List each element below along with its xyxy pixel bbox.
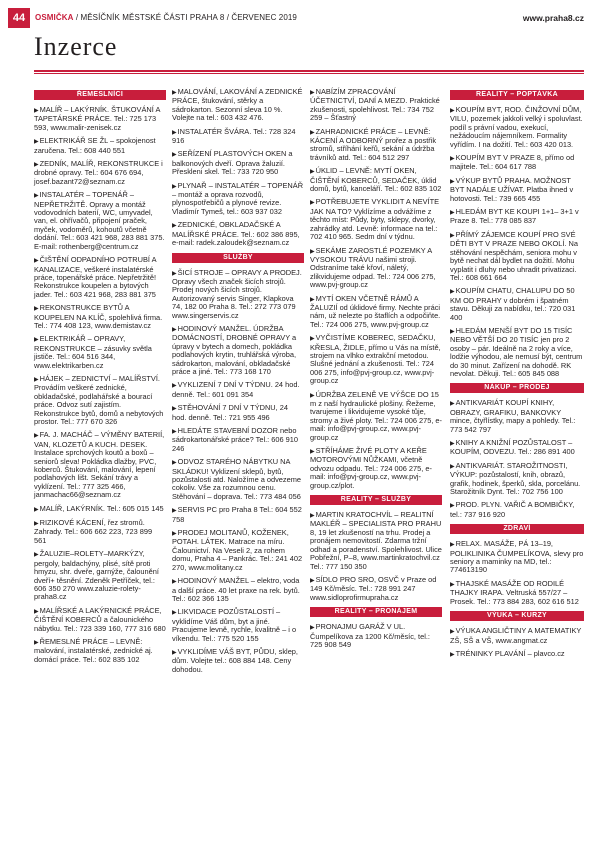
column-2 (172, 88, 304, 679)
ad-text: NABÍZÍM ZPRACOVÁNÍ ÚČETNICTVÍ, DANÍ A MEZD. Praktické zkušenosti, spolehlivost. Tel.: 734 752 259 – Šťastný (310, 87, 440, 123)
ad-text: HLEDÁM MENŠÍ BYT DO 15 TISÍC NEBO VĚTŠÍ DO 20 TISÍC jen pro 2 osoby – pár. Ideálně na 2 roky a více, lodžie výhodou, ale nemusí být, centrum do 30 minut. Zařízení na dohodě. RK nevolat. Děkuji. Tel.: 605 845 088 (450, 325, 583, 378)
ad-text: ŽALUZIE–ROLETY–MARKÝZY, pergoly, baldachýny, plisé, sítě proti hmyzu, shr. dveře, garnýže, čalounění dveří+ těsnění. Zdeněk Petříček, tel.: 606 350 270 www.zaluzie-rolety-praha8.cz (34, 549, 159, 602)
classified-ad (310, 511, 442, 571)
ad-text: ZAHRADNICKÉ PRÁCE – LEVNĚ: KÁCENÍ A ODBORNÝ prořez a postřik stromů, stříhání keřů, sekání a údržba trávníků atd. Tel.: 604 512 297 (310, 126, 437, 162)
classified-ad (34, 375, 166, 426)
ad-text: VYKLIZENÍ 7 DNÍ V TÝDNU. 24 hod. denně. Tel.: 601 091 354 (172, 380, 300, 399)
bullet-triangle-icon: ▶ (172, 429, 177, 435)
bullet-triangle-icon: ▶ (310, 392, 315, 399)
ad-text: ZEDNICKÉ, OBKLADAČSKÉ A MALÍŘSKÉ PRÁCE. Tel.: 602 386 895, e-mail: radek.zaloudek@seznam.cz (172, 220, 300, 248)
classified-ad (450, 439, 584, 457)
bullet-triangle-icon: ▶ (34, 521, 39, 528)
classified-ad (172, 88, 304, 123)
classified-ad (310, 88, 442, 123)
column-1 (34, 88, 166, 669)
bullet-triangle-icon: ▶ (450, 463, 455, 470)
classified-ad (450, 462, 584, 497)
classified-ad (172, 608, 304, 643)
ad-text: POTŘEBUJETE VYKLIDIT A NEVÍTE JAK NA TO? Vyklízíme a odvážíme z těchto míst: Půdy, byty, sklepy, dvorky, zahrádky atd. Levně: informace na tel.: 702 410 965. Sedm dní v týdnu. (310, 197, 440, 242)
bullet-triangle-icon: ▶ (34, 337, 39, 344)
website-link[interactable]: www.praha8.cz (522, 13, 584, 23)
classified-ad (172, 221, 304, 247)
bullet-triangle-icon: ▶ (310, 625, 315, 632)
ad-text: INSTALATÉR – TOPENÁŘ – NEPŘETRŽITĚ. Opravy a montáž vodovodních baterií, WC, umyvadel, van, el. ohřívačů, připojení praček, myček, vodoměrů, kohoutů včetně dodání. Tel.: 603 421 968, 283 881 375. E-mail: rothenberg@centrum.cz (34, 190, 165, 251)
classified-ad (34, 607, 166, 633)
classified-ad (450, 106, 584, 149)
bullet-triangle-icon: ▶ (172, 531, 177, 538)
classified-ad (172, 458, 304, 501)
ad-text: LIKVIDACE POZŮSTALOSTÍ – vyklidíme Váš dům, byt a jiné. Pracujeme levně, rychle, kvalitně – i o víkendu. Tel.: 775 520 155 (172, 607, 297, 643)
classified-ad (34, 550, 166, 601)
category-header: VÝUKA – KURZY (450, 611, 584, 621)
classified-ad (310, 447, 442, 490)
bullet-triangle-icon: ▶ (450, 328, 455, 335)
classified-ad (172, 150, 304, 176)
classified-ad (450, 154, 584, 172)
ad-text: INSTALATÉR ŠVÁRA. Tel.: 728 324 916 (172, 126, 296, 146)
ad-text: PRODEJ MOLITANŮ, KOŽENEK, POTAH. LÁTEK. Matrace na míru. Čalounictví. Na Veseli 2, za rohem domu, Praha 4 – Pankrác. Tel.: 241 402 270, www.molitany.cz (172, 528, 303, 572)
bullet-triangle-icon: ▶ (34, 552, 39, 559)
bullet-triangle-icon: ▶ (34, 376, 39, 383)
bullet-triangle-icon: ▶ (450, 581, 455, 588)
ad-text: ANTIKVARIÁT. STAROŽITNOSTI, VÝKUP: pozůstalostí, knih, obrazů, grafik, hodinek, šperků, skla, porcelánu. Starožitník Dynt. Tel.: 702 756 100 (450, 460, 581, 497)
bullet-triangle-icon: ▶ (450, 210, 455, 217)
column-4 (450, 88, 584, 664)
category-header: REALITY – POPTÁVKA (450, 90, 584, 100)
ad-text: VYČISTÍME KOBEREC, SEDAČKU, KŘESLA, ŽIDLE, přímo u Vás na místě, strojem na vlhko extrakční metodou. Slušné jednání a zkušenosti. Tel.: 724 006 275, info@pvj-group.cz, www.pvj-group.cz (310, 333, 441, 386)
bullet-triangle-icon: ▶ (34, 258, 39, 265)
classified-ad (172, 381, 304, 399)
ad-text: HODINOVÝ MANŽEL. ÚDRŽBA DOMÁCNOSTÍ, DROBNÉ OPRAVY a úpravy v bytech a domech, pokládka podlahových krytin, truhlářská výroba, sádrokarton, malování, obkladačské práce a jiné. Tel.: 773 168 170 (172, 323, 297, 376)
ad-text: MARTIN KRATOCHVÍL – REALITNÍ MAKLÉŘ – SPECIALISTA PRO PRAHU 8, 19 let zkušeností na trhu. Prodej a pronájem nemovitostí. Zdarma tržní odhad a poradenství. Spolehlivost. Ulice Pobřežní, P–8, www.martinkratochvil.cz Tel.: 777 150 350 (310, 510, 442, 571)
classified-ad (172, 128, 304, 146)
classified-ad (172, 269, 304, 320)
ad-text: ELEKTRIKÁŘ – OPRAVY, REKONSTRUKCE – zásuvky světla jističe. Tel.: 604 516 344, www.elektrikarben.cz (34, 334, 152, 370)
classified-ad (310, 128, 442, 163)
classified-ad (34, 304, 166, 330)
category-header: SLUŽBY (172, 253, 304, 263)
ad-text: VÝKUP BYTŮ PRAHA. MOŽNOST BYT NADÁLE UŽÍVAT. Platba ihned v hotovosti. Tel.: 739 665 455 (450, 175, 574, 203)
bullet-triangle-icon: ▶ (34, 162, 39, 169)
ad-text: ZEDNÍK, MALÍŘ, REKONSTRUKCE i drobné opravy. Tel.: 604 676 694, josef.bazant72@seznam.cz (34, 159, 163, 186)
bullet-triangle-icon: ▶ (172, 579, 177, 586)
publication-line (35, 12, 297, 24)
page-number: 44 (8, 8, 30, 28)
ad-text: REKONSTRUKCE BYTŮ A KOUPELEN NA KLÍČ, spolehlivá firma. Tel.: 774 408 123, www.demistav.cz (34, 303, 163, 330)
category-header: REALITY – SLUŽBY (310, 495, 442, 505)
ad-text: STŘÍHÁME ŽIVÉ PLOTY A KEŘE MOTOROVÝMI NŮŽKAMI, včetně odvozu odpadu. Tel.: 724 006 275, e-mail: info@pvj-group.cz, www.pvj-group.cz/plot. (310, 446, 432, 490)
classified-ad (450, 580, 584, 606)
classified-ad (172, 506, 304, 524)
bullet-triangle-icon: ▶ (34, 139, 39, 146)
category-header: ŘEMESLNÍCI (34, 90, 166, 100)
bullet-triangle-icon: ▶ (450, 629, 455, 636)
bullet-triangle-icon: ▶ (310, 296, 315, 303)
classified-ad (172, 325, 304, 376)
classified-ad (450, 327, 584, 378)
bullet-triangle-icon: ▶ (172, 183, 177, 190)
classified-ad (450, 650, 584, 659)
classified-ad (450, 177, 584, 203)
classified-ad (450, 231, 584, 282)
bullet-triangle-icon: ▶ (172, 152, 177, 159)
classified-ad (310, 334, 442, 385)
ad-text: HLEDÁM BYT KE KOUPI 1+1– 3+1 v Praze 8. Tel.: 778 085 837 (450, 207, 579, 226)
top-bar (0, 8, 600, 28)
classified-ad (310, 198, 442, 241)
classified-ad (34, 638, 166, 664)
title-rule-thin (34, 73, 584, 74)
classified-ad (310, 167, 442, 193)
ad-text: ČIŠTĚNÍ ODPADNÍHO POTRUBÍ A KANALIZACE, veškeré instalatérské práce, topenářské práce. Nepřetržitě! Rekonstrukce koupelen a bytových jader. Tel.: 603 421 968, 283 881 375 (34, 255, 157, 299)
bullet-triangle-icon: ▶ (310, 200, 315, 207)
ad-text: ŘEMESLNÉ PRÁCE – LEVNĚ: malování, instalatérské, zednické aj. domácí práce. Tel.: 602 835 102 (34, 636, 153, 664)
ad-text: HÁJEK – ZEDNICTVÍ – MALÍŘSTVÍ. Provádím veškeré zednické, obkladačské, podlahářské a bourací práce. Odvoz sutí zajistím. Rekonstrukce bytů, domů a nebytových prostor. Tel.: 777 670 326 (34, 373, 164, 426)
classified-ad (172, 577, 304, 603)
classified-ad (172, 529, 304, 572)
ad-text: SÍDLO PRO SRO, OSVČ v Praze od 149 Kč/měsíc. Tel.: 728 991 247 www.sidloprofirmupraha.cz (310, 574, 437, 602)
classified-ad (172, 427, 304, 453)
column-3 (310, 88, 442, 654)
classified-ad (310, 295, 442, 330)
classified-ad (34, 431, 166, 499)
bullet-triangle-icon: ▶ (172, 610, 177, 617)
ad-text: VYKLIDÍME VÁŠ BYT, PŮDU, sklep, dům. Volejte tel.: 608 884 148. Ceny dohodou. (172, 646, 298, 674)
ad-text: SEŘÍZENÍ PLASTOVÝCH OKEN a balkonových dveří. Oprava žaluzií. Přeskleni skel. Tel.: 733 720 950 (172, 149, 293, 177)
bullet-triangle-icon: ▶ (172, 406, 177, 413)
ad-text: KOUPÍM BYT, ROD. ČINŽOVNÍ DŮM, VILU, pozemek jakkoli velký i spoluvlast. podíl s právní vadou, exekucí, nežádoucím nájemníkem. Formality vyřídím. I na dožití. Tel.: 603 420 013. (450, 105, 583, 149)
bullet-triangle-icon: ▶ (450, 401, 455, 408)
section-title: Inzerce (34, 32, 118, 61)
ad-text: THAJSKÉ MASÁŽE OD RODILÉ THAJKY IRAPA. Veltruská 557/27 – Prosek. Tel.: 773 884 283, 602 616 512 (450, 578, 579, 606)
category-header: ZDRAVÍ (450, 524, 584, 534)
bullet-triangle-icon: ▶ (450, 178, 455, 185)
ad-text: VÝUKA ANGLIČTINY A MATEMATIKY ZŠ, SŠ a VŠ, www.angmat.cz (450, 626, 582, 645)
bullet-triangle-icon: ▶ (310, 169, 315, 176)
ad-text: HODINOVÝ MANŽEL – elektro, voda a další práce. 40 let praxe na rek. bytů. Tel.: 602 366 135 (172, 576, 300, 603)
title-rule (34, 70, 584, 72)
category-header: NÁKUP – PRODEJ (450, 383, 584, 393)
ad-text: ELEKTRIKÁŘ SE ŽL – spokojenost zaručena. Tel.: 608 440 551 (34, 136, 156, 155)
ad-text: RIZIKOVÉ KÁCENÍ, řez stromů. Zahrady. Tel.: 606 662 223, 723 899 561 (34, 518, 153, 545)
ad-text: TRÉNINKY PLAVÁNÍ – plavco.cz (455, 648, 565, 658)
ad-text: KNIHY A KNIŽNÍ POZŮSTALOST – KOUPÍM, ODVEZU. Tel.: 286 891 400 (450, 438, 575, 457)
classified-ad (34, 106, 166, 132)
bullet-triangle-icon: ▶ (172, 383, 177, 390)
classified-ad (450, 208, 584, 226)
classified-ad (450, 287, 584, 322)
ad-text: ÚDRŽBA ZELENĚ VE VÝŠCE DO 15 m z naší hydraulické plošiny. Řežeme, tvarujeme i likvidujeme vysoké tůje, stromy a živé ploty. Tel.: 724 006 275, e-mail: info@pvj-group.cz, www.pvj-group.cz (310, 389, 443, 442)
ad-text: HLEDÁTE STAVEBNÍ DOZOR nebo sádrokartonářské práce? Tel.: 606 910 246 (172, 426, 298, 453)
bullet-triangle-icon: ▶ (450, 232, 455, 239)
classified-ad (34, 335, 166, 370)
bullet-triangle-icon: ▶ (34, 108, 39, 114)
ad-text: MALOVÁNÍ, LAKOVÁNÍ A ZEDNICKÉ PRÁCE, štukování, stěrky a sádrokarton. Sezonní sleva 10 %. Volejte na tel.: 603 432 476. (172, 87, 303, 123)
classified-ad (34, 505, 166, 514)
ad-text: KOUPÍM BYT V PRAZE 8, přímo od majitele. Tel.: 604 617 788 (450, 153, 575, 172)
bullet-triangle-icon: ▶ (34, 433, 39, 440)
ad-text: PŘÍMÝ ZÁJEMCE KOUPÍ PRO SVÉ DĚTI BYT V PRAZE NEBO OKOLÍ. Na stěhování nespěchám, seniora mohu v bytě nechat dál bydlet na dožití. Mohu vyplatit i dluhy nebo uhradit privatizaci. Tel.: 608 661 664 (450, 229, 579, 282)
publication-name: OSMIČKA (35, 13, 74, 22)
ad-text: SERVIS PC pro Praha 8 Tel.: 604 552 758 (172, 505, 302, 524)
bullet-triangle-icon: ▶ (310, 90, 315, 96)
classified-ad (310, 576, 442, 602)
ad-text: MYTÍ OKEN VČETNĚ RÁMŮ A ŽALUZIÍ od úklidové firmy. Nechte práci nám, už nelezte po štaflích a odpočiňte. Tel.: 724 006 275, www.pvj-group.cz (310, 293, 441, 329)
bullet-triangle-icon: ▶ (172, 326, 177, 333)
category-header: REALITY – PRONÁJEM (310, 607, 442, 617)
bullet-triangle-icon: ▶ (172, 90, 177, 96)
bullet-triangle-icon: ▶ (310, 248, 315, 255)
bullet-triangle-icon: ▶ (34, 639, 39, 646)
bullet-triangle-icon: ▶ (450, 542, 455, 549)
classified-ad (34, 137, 166, 155)
ad-text: FA. J. MACHÁČ – VÝMĚNY BATERIÍ, VAN, KLOZETŮ A KUCH. DESEK. Instalace sprchových koutů a boxů – seniorů sleva! Pokládka dlažby, PVC, koberců. Štukování, malování, lepení podlahových lišt. Sekání trávy a vyklízení. Tel.: 777 325 466, janmachac66@seznam.cz (34, 430, 165, 500)
ad-text: ÚKLID – LEVNĚ: MYTÍ OKEN, ČIŠTĚNÍ KOBERCŮ, SEDAČEK, úklid domů, bytů, kanceláří. Tel.: 602 835 102 (310, 166, 442, 194)
bullet-triangle-icon: ▶ (310, 577, 315, 584)
bullet-triangle-icon: ▶ (34, 608, 39, 615)
classified-ad (172, 648, 304, 674)
classified-ad (450, 627, 584, 645)
classified-ad (450, 540, 584, 575)
classified-ad (172, 182, 304, 217)
ad-text: MALÍŘ – LAKÝRNÍK. ŠTUKOVÁNÍ A TAPETÁRSKÉ PRÁCE. Tel.: 725 173 593, www.malir-zenisek.cz (34, 105, 160, 132)
ad-text: MALÍŘ, LAKÝRNÍK. Tel.: 605 015 145 (39, 503, 164, 513)
bullet-triangle-icon: ▶ (172, 223, 177, 230)
publication-subtitle: / MĚSÍČNÍK MĚSTSKÉ ČÁSTI PRAHA 8 / ČERVENEC 2019 (75, 13, 297, 22)
bullet-triangle-icon: ▶ (450, 441, 455, 447)
bullet-triangle-icon: ▶ (34, 193, 39, 200)
classified-ad (34, 256, 166, 299)
classified-ad (450, 501, 584, 519)
ad-text: PROD. PLYN. VAŘIČ A BOMBIČKY, tel.: 737 916 920 (450, 500, 575, 519)
ad-text: ANTIKVARIÁT KOUPÍ KNIHY, OBRAZY, GRAFIKU, BANKOVKY mince, čtyřlístky, mapy a pohledy. Tel.: 773 542 797 (450, 398, 576, 434)
ad-text: ŠICÍ STROJE – OPRAVY A PRODEJ. Opravy všech značek šicích strojů. Prodej nových šicích strojů. Autorizovaný servis Singer, Klapkova 74, 182 00 Praha 8. Tel.: 272 773 079 www.singerservis.cz (172, 267, 302, 320)
classified-ad (310, 391, 442, 442)
bullet-triangle-icon: ▶ (450, 289, 455, 296)
classified-ad (450, 399, 584, 434)
bullet-triangle-icon: ▶ (34, 306, 39, 313)
bullet-triangle-icon: ▶ (172, 508, 177, 515)
bullet-triangle-icon: ▶ (172, 270, 177, 277)
bullet-triangle-icon: ▶ (450, 503, 455, 510)
ad-text: SEKÁME ZAROSTLÉ POZEMKY A VYSOKOU TRÁVU našimi stroji. Odstraníme také křoví, náletý, zlikvidujeme odpad. Tel.: 724 006 275, www.pvj-group.cz (310, 245, 436, 290)
bullet-triangle-icon: ▶ (450, 156, 455, 163)
bullet-triangle-icon: ▶ (310, 513, 315, 520)
bullet-triangle-icon: ▶ (450, 108, 455, 114)
ad-text: KOUPÍM CHATU, CHALUPU DO 50 KM OD PRAHY v dobrém i špatném stavu. Děkuji za nabídku, tel.: 720 031 400 (450, 286, 576, 322)
ad-text: ODVOZ STARÉHO NÁBYTKU NA SKLÁDKU! Vyklizení sklepů, bytů, pozůstalosti atd. Naložíme a odvezeme cokoliv. Vše za rozumnou cenu. Stěhování – doprava. Tel.: 773 484 056 (172, 457, 301, 501)
bullet-triangle-icon: ▶ (172, 649, 177, 656)
bullet-triangle-icon: ▶ (310, 129, 315, 136)
classified-ad (34, 191, 166, 251)
classified-ad (34, 160, 166, 186)
ad-text: RELAX. MASÁŽE, PÁ 13–19, POLIKLINIKA ČUMPELÍKOVA, slevy pro seniory a maminky na MD, tel.: 774613190 (450, 539, 584, 575)
ad-text: PLYNAŘ – INSTALATÉR – TOPENÁŘ – montáž a oprava rozvodů, plynospotřebičů a plynové revize. Vladimír Tymeš, tel.: 603 937 032 (172, 180, 304, 216)
bullet-triangle-icon: ▶ (172, 129, 177, 136)
bullet-triangle-icon: ▶ (450, 651, 455, 658)
classified-ad (172, 404, 304, 422)
ad-text: MALÍŘSKÉ A LAKÝRNICKÉ PRÁCE, ČIŠTĚNÍ KOBERCŮ a čalounického nábytku. Tel.: 723 339 160, 777 316 680 (34, 605, 166, 633)
classified-ad (310, 623, 442, 649)
bullet-triangle-icon: ▶ (310, 449, 315, 456)
bullet-triangle-icon: ▶ (34, 506, 39, 513)
bullet-triangle-icon: ▶ (172, 460, 177, 467)
ad-text: PRONAJMU GARÁŽ V UL. Čumpelíkova za 1200 Kč/měsíc, tel.: 725 908 549 (310, 622, 430, 649)
classified-ad (310, 247, 442, 290)
classified-ad (34, 519, 166, 545)
bullet-triangle-icon: ▶ (310, 336, 315, 343)
ad-text: STĚHOVÁNÍ 7 DNÍ V TÝDNU, 24 hod. denně. Tel.: 721 955 496 (172, 403, 288, 422)
